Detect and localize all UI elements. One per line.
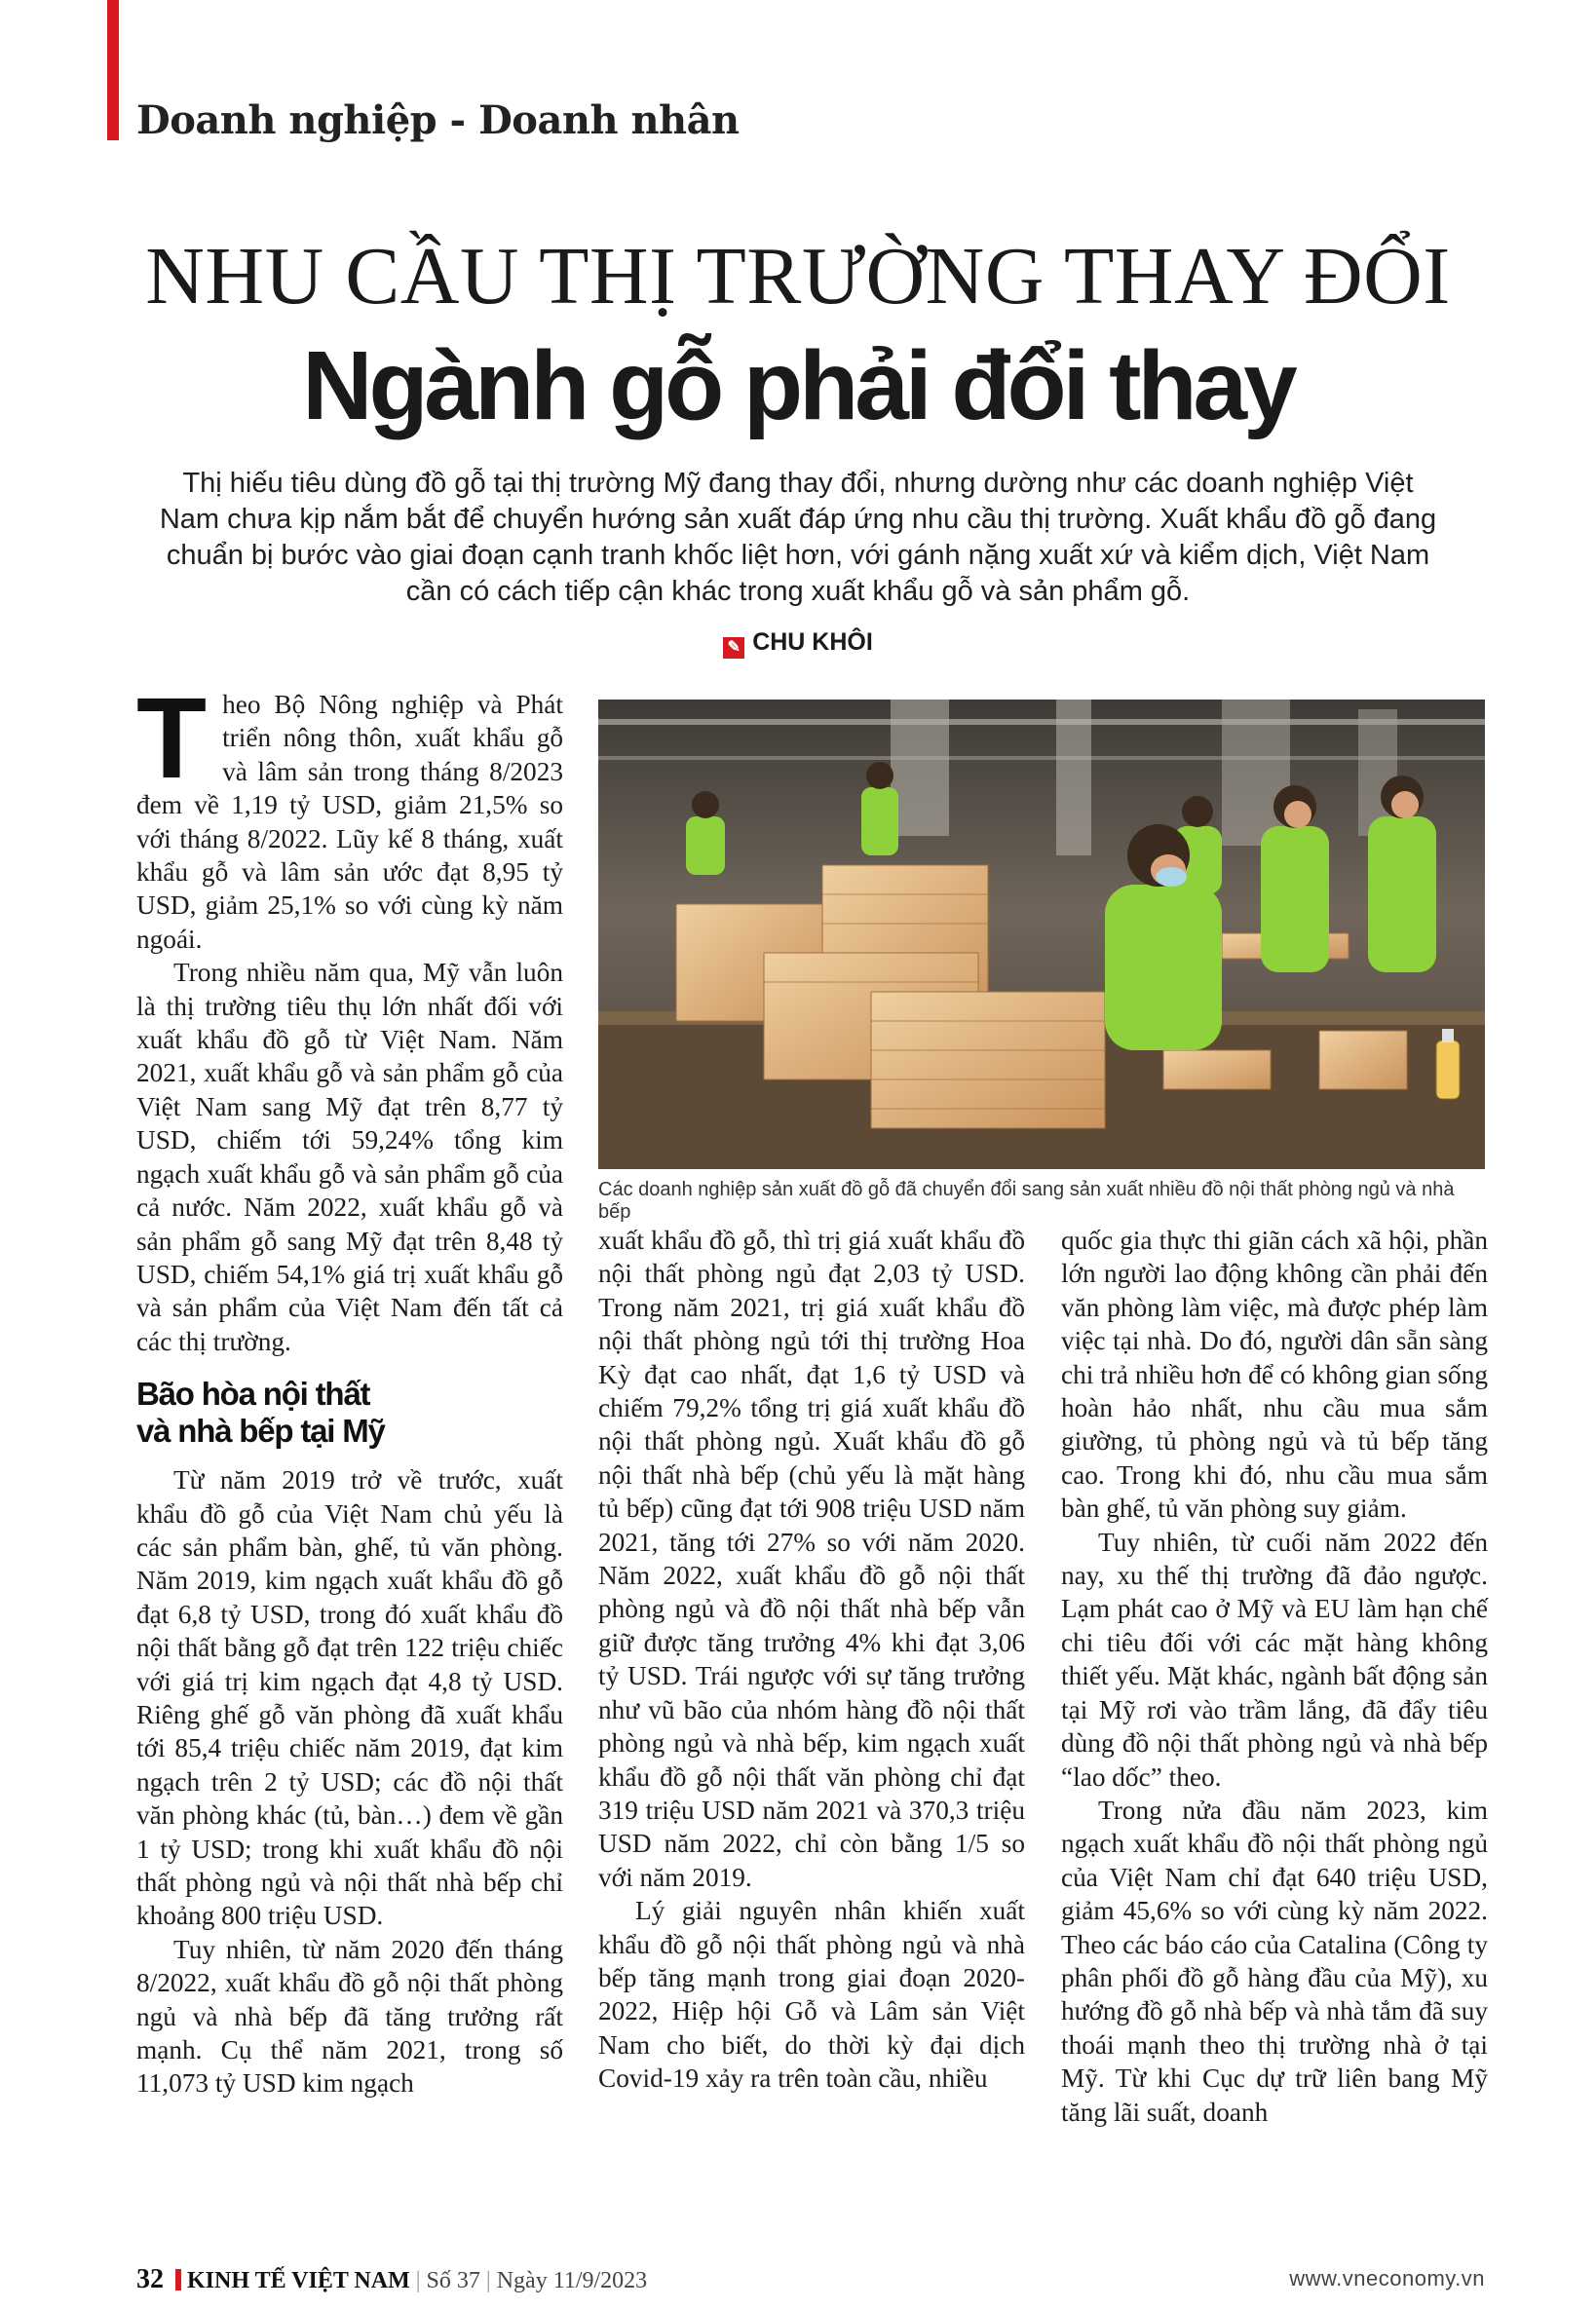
paragraph-7: quốc gia thực thi giãn cách xã hội, phần lớn người lao động không cần phải đến văn phòng làm việc, mà được phép làm việc tại nhà. Do đó, người dân sẵn sàng chi trả nhiều hơn để có không gian sống hoàn hảo nhất, nhu cầu mua sắm giường, tủ phòng ngủ và tủ bếp tăng cao. Trong khi đó, nhu cầu mua sắm bàn ghế, tủ văn phòng suy giảm.: [1061, 1226, 1488, 1524]
magazine-name: KINH TẾ VIỆT NAM: [187, 2268, 410, 2293]
footer-separator: |: [485, 2268, 491, 2293]
page-footer: [136, 2264, 647, 2295]
issue-number: Số 37: [426, 2268, 480, 2293]
lead-paragraph: Thị hiếu tiêu dùng đồ gỗ tại thị trường Mỹ đang thay đổi, nhưng dường như các doanh nghiệp Việt Nam chưa kịp nắm bắt để chuyển hướng sản xuất đáp ứng nhu cầu thị trường. Xuất khẩu đồ gỗ đang chuẩn bị bước vào giai đoạn cạnh tranh khốc liệt hơn, với gánh nặng xuất xứ và kiểm dịch, Việt Nam cần có cách tiếp cận khác trong xuất khẩu gỗ và sản phẩm gỗ.: [159, 468, 1437, 607]
footer-marker: [175, 2269, 181, 2290]
factory-photo-illustration: [598, 700, 1485, 1169]
page-number: 32: [136, 2264, 164, 2294]
article-column-3: [1061, 1224, 1488, 2129]
paragraph-9: Trong nửa đầu năm 2023, kim ngạch xuất khẩu đồ nội thất phòng ngủ của Việt Nam chỉ đạt 640 triệu USD, giảm 45,6% so với cùng kỳ năm 2022. Theo các báo cáo của Catalina (Công ty phân phối đồ gỗ hàng đầu của Mỹ), xu hướng đồ gỗ nhà bếp và nhà tắm đã suy thoái mạnh theo thị trường nhà ở tại Mỹ. Từ khi Cục dự trữ liên bang Mỹ tăng lãi suất, doanh: [1061, 1795, 1488, 2127]
paragraph-4: Tuy nhiên, từ năm 2020 đến tháng 8/2022, xuất khẩu đồ gỗ nội thất phòng ngủ và nhà bếp đã tăng trưởng rất mạnh. Cụ thể năm 2021, trong số 11,073 tỷ USD kim ngạch: [136, 1934, 563, 2099]
paragraph-6: Lý giải nguyên nhân khiến xuất khẩu đồ gỗ nội thất phòng ngủ và nhà bếp tăng mạnh trong giai đoạn 2020-2022, Hiệp hội Gỗ và Lâm sản Việt Nam cho biết, do thời kỳ đại dịch Covid-19 xảy ra trên toàn cầu, nhiều: [598, 1896, 1025, 2094]
paragraph-3: Từ năm 2019 trở về trước, xuất khẩu đồ gỗ của Việt Nam chủ yếu là các sản phẩm bàn, ghế, tủ văn phòng. Năm 2019, kim ngạch xuất khẩu đồ gỗ đạt 6,8 tỷ USD, trong đó xuất khẩu đồ nội thất bằng gỗ đạt trên 122 triệu chiếc với giá trị kim ngạch đạt 4,8 tỷ USD. Riêng ghế gỗ văn phòng đã xuất khẩu tới 85,4 triệu chiếc năm 2019, đạt kim ngạch trên 2 tỷ USD; các đồ nội thất văn phòng khác (tủ, bàn…) đem về gần 1 tỷ USD; trong khi xuất khẩu đồ nội thất phòng ngủ và nội thất nhà bếp chỉ khoảng 800 triệu USD.: [136, 1465, 563, 1931]
subheading: Bão hòa nội thất và nhà bếp tại Mỹ: [136, 1376, 385, 1450]
author-name: CHU KHÔI: [752, 628, 873, 656]
headline-line-2: Ngành gỗ phải đổi thay: [302, 331, 1294, 440]
paragraph-2: Trong nhiều năm qua, Mỹ vẫn luôn là thị trường tiêu thụ lớn nhất đối với xuất khẩu đồ gỗ từ Việt Nam. Năm 2021, xuất khẩu gỗ và sản phẩm gỗ của Việt Nam sang Mỹ đạt trên 8,77 tỷ USD, chiếm tới 59,24% tổng kim ngạch xuất khẩu gỗ và sản phẩm gỗ của cả nước. Năm 2022, xuất khẩu gỗ và sản phẩm gỗ sang Mỹ đạt trên 8,48 tỷ USD, chiếm 54,1% giá trị xuất khẩu gỗ và sản phẩm của Việt Nam đến tất cả các thị trường.: [136, 958, 563, 1356]
factory-photo: [598, 700, 1485, 1169]
article-column-1: [136, 674, 563, 2101]
paragraph-5: xuất khẩu đồ gỗ, thì trị giá xuất khẩu đồ nội thất phòng ngủ đạt 2,03 tỷ USD. Trong năm 2021, trị giá xuất khẩu đồ nội thất phòng ngủ tới thị trường Hoa Kỳ đạt cao nhất, đạt 1,6 tỷ USD và chiếm 79,2% tổng trị giá xuất khẩu đồ nội thất phòng ngủ. Xuất khẩu đồ gỗ nội thất nhà bếp (chủ yếu là mặt hàng tủ bếp) cũng đạt tới 908 triệu USD năm 2021, tăng tới 27% so với năm 2020. Năm 2022, xuất khẩu đồ gỗ nội thất phòng ngủ và đồ nội thất nhà bếp vẫn giữ được tăng trưởng 4% khi đạt 3,06 tỷ USD. Trái ngược với sự tăng trưởng như vũ bão của nhóm hàng đồ nội thất phòng ngủ và nhà bếp, kim ngạch xuất khẩu đồ gỗ nội thất văn phòng chỉ đạt 319 triệu USD năm 2021 và 370,3 triệu USD năm 2022, chỉ còn bằng 1/5 so với năm 2019.: [598, 1226, 1025, 1892]
website-url: www.vneconomy.vn: [1289, 2266, 1485, 2290]
section-marker-bar: [107, 0, 119, 140]
photo-caption: Các doanh nghiệp sản xuất đồ gỗ đã chuyển đổi sang sản xuất nhiều đồ nội thất phòng ngủ và nhà bếp: [598, 1179, 1455, 1223]
headline-line-1: NHU CẦU THỊ TRƯỜNG THAY ĐỔI: [145, 231, 1451, 322]
footer-separator: |: [415, 2268, 421, 2293]
drop-cap: T: [136, 674, 208, 803]
section-label: Doanh nghiệp - Doanh nhân: [136, 97, 740, 143]
article-column-2: [598, 1224, 1025, 2096]
paragraph-1: Theo Bộ Nông nghiệp và Phát triển nông thôn, xuất khẩu gỗ và lâm sản trong tháng 8/2023 đem về 1,19 tỷ USD, giảm 21,5% so với tháng 8/2022. Lũy kế 8 tháng, xuất khẩu gỗ và lâm sản ước đạt 8,95 tỷ USD, giảm 25,1% so với cùng kỳ năm ngoái.: [136, 674, 563, 954]
pen-icon: ✎: [723, 637, 744, 659]
byline: [0, 628, 1596, 659]
issue-date: Ngày 11/9/2023: [496, 2268, 648, 2293]
paragraph-8: Tuy nhiên, từ cuối năm 2022 đến nay, xu thế thị trường đã đảo ngược. Lạm phát cao ở Mỹ và EU làm hạn chế chi tiêu đối với các mặt hàng không thiết yếu. Mặt khác, ngành bất động sản tại Mỹ rơi vào trầm lắng, đã đẩy tiêu dùng đồ nội thất phòng ngủ và nhà bếp “lao dốc” theo.: [1061, 1527, 1488, 1792]
